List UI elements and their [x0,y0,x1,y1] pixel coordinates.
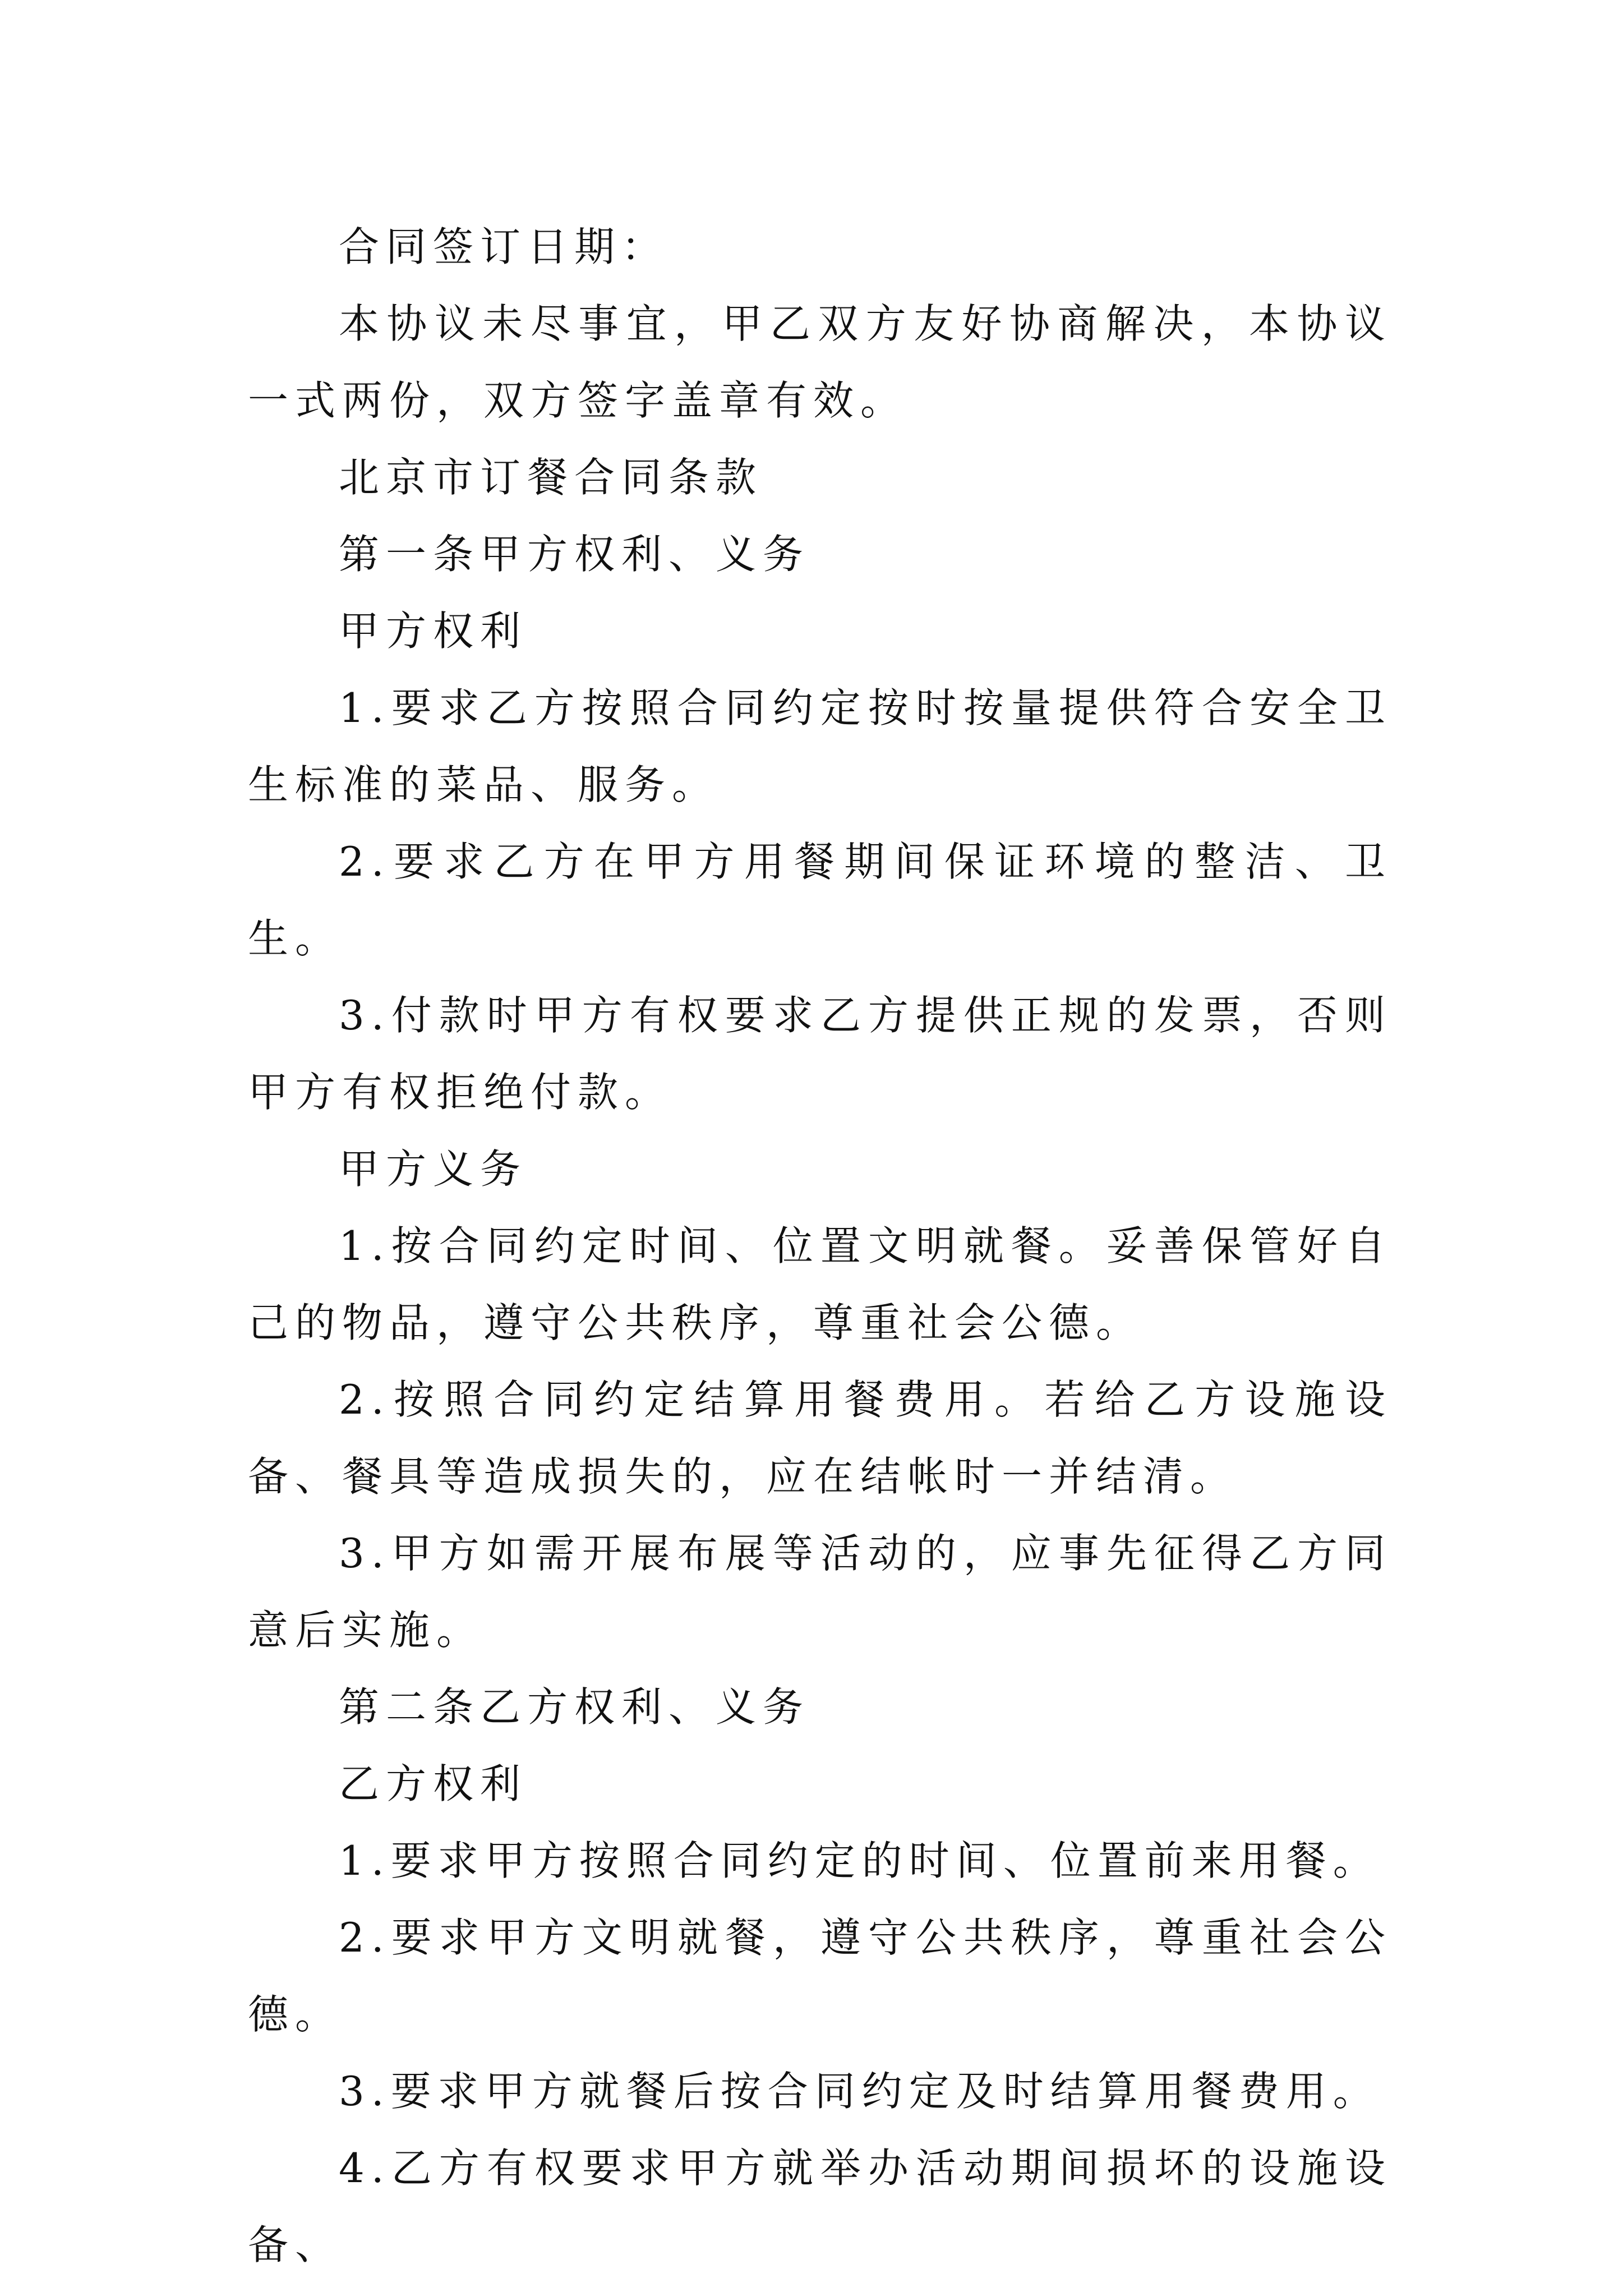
list-item-a-right-2: 2.要求乙方在甲方用餐期间保证环境的整洁、卫生。 [248,838,1392,962]
list-item-b-right-4: 4.乙方有权要求甲方就举办活动期间损坏的设施设备、 [248,2145,1392,2269]
subheading-party-a-rights: 甲方权利 [339,608,528,655]
list-item-b-right-1: 1.要求甲方按照合同约定的时间、位置前来用餐。 [339,1837,1380,1884]
list-item-b-right-3: 3.要求甲方就餐后按合同约定及时结算用餐费用。 [339,2068,1380,2115]
subheading-party-a-obligations: 甲方义务 [339,1145,528,1193]
paragraph-signing-date: 合同签订日期： [339,223,669,270]
subheading-party-b-rights: 乙方权利 [339,1760,528,1807]
article-heading-party-b: 第二条乙方权利、义务 [339,1683,810,1731]
section-title-contract-terms: 北京市订餐合同条款 [339,454,763,501]
list-item-a-right-3: 3.付款时甲方有权要求乙方提供正规的发票，否则甲方有权拒绝付款。 [248,992,1392,1116]
list-item-a-obligation-3: 3.甲方如需开展布展等活动的，应事先征得乙方同意后实施。 [248,1530,1392,1654]
list-item-a-obligation-2: 2.按照合同约定结算用餐费用。若给乙方设施设备、餐具等造成损失的，应在结帐时一并结清。 [248,1376,1392,1500]
article-heading-party-a: 第一条甲方权利、义务 [339,531,810,578]
list-item-b-right-2: 2.要求甲方文明就餐，遵守公共秩序，尊重社会公德。 [248,1914,1392,2038]
document-body [248,209,1392,2284]
list-item-a-obligation-1: 1.按合同约定时间、位置文明就餐。妥善保管好自己的物品，遵守公共秩序，尊重社会公德。 [248,1222,1392,1346]
list-item-a-right-1: 1.要求乙方按照合同约定按时按量提供符合安全卫生标准的菜品、服务。 [248,684,1392,808]
paragraph-agreement-note: 本协议未尽事宜，甲乙双方友好协商解决，本协议一式两份，双方签字盖章有效。 [248,300,1392,424]
